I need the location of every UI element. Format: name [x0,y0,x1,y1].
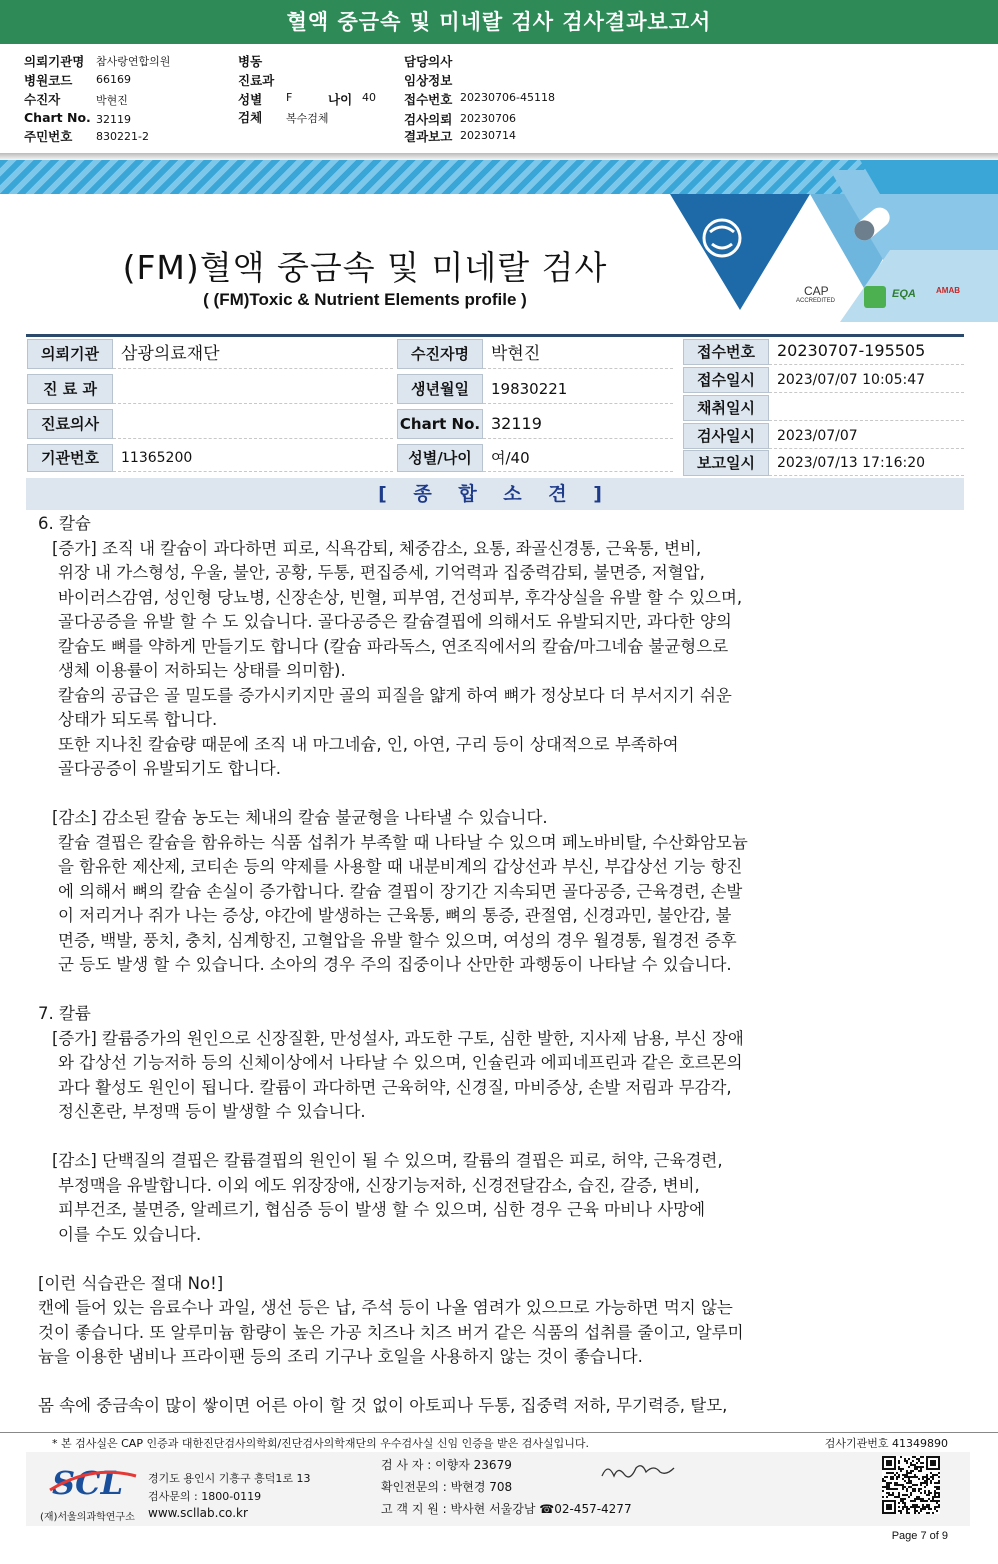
certification-note: * 본 검사실은 CAP 인증과 대한진단검사의학회/진단검사의학재단의 우수검사실 신임 인증을 받은 검사실입니다. [52,1437,590,1450]
patient-value: 박현진 [483,339,673,369]
patient-value: 32119 [483,409,673,439]
report-subtitle: ( (FM)Toxic & Nutrient Elements profile ) [203,290,527,309]
examiner: 검 사 자 : 이향자 23679 [381,1458,512,1472]
text-line: 골다공증이 유발되기도 합니다. [58,759,281,778]
top-info-value: 20230714 [460,129,516,142]
patient-label: 보고일시 [683,450,769,476]
aab-logo: AMAB [936,286,960,295]
patient-label: Chart No. [397,409,483,439]
text-line: 이 저리거나 쥐가 나는 증상, 야간에 발생하는 근육통, 뼈의 통증, 관절염, 신경과민, 불안감, 불 [58,906,732,925]
text-line: [감소] 감소된 칼슘 농도는 체내의 칼슘 불균형을 나타낼 수 있습니다. [52,808,548,827]
text-line: 바이러스감염, 성인형 당뇨병, 신장손상, 빈혈, 피부염, 건성피부, 후각상실을 유발 할 수 있으며, [58,587,743,607]
text-line: 7. 칼륨 [38,1004,91,1023]
text-line: 칼슘도 뼈를 약하게 만들기도 합니다 (칼슘 파라독스, 연조직에서의 칼슘/마그네슘 불균형으로 [58,636,729,656]
eqa-logo: EQA [892,288,916,300]
top-info-value: 40 [362,91,376,104]
top-info-label: 의뢰기관명 [24,54,85,69]
paragraph-gap [38,978,968,1003]
text-line: 칼슘 결핍은 칼슘을 함유하는 식품 섭취가 부족할 때 나타날 수 있으며 페노바비탈, 수산화암모늄 [58,832,748,852]
text-line: 이를 수도 있습니다. [58,1224,202,1244]
paragraph-gap [38,782,968,807]
specialist: 확인전문의 : 박현경 708 [381,1480,513,1494]
paragraph-gap [38,1370,968,1395]
text-line: [이런 식습관은 절대 No!] [38,1273,224,1293]
patient-label: 수진자명 [397,339,483,369]
table-rule [26,334,964,337]
patient-value [113,374,393,404]
text-line: 것이 좋습니다. 또 알루미늄 함량이 높은 가공 치즈나 치즈 버거 같은 식품의 섭취를 줄이고, 알루미 [38,1322,744,1342]
top-info-value: 박현진 [96,94,128,107]
institute-name: (재)서울의과학연구소 [40,1512,135,1523]
patient-label: 생년월일 [397,374,483,404]
text-line: 생체 이용률이 저하되는 상태를 의미함). [58,661,346,680]
patient-value: 19830221 [483,374,673,404]
certification-logos [796,282,966,316]
patient-value: 11365200 [113,444,393,472]
top-info-label: 주민번호 [24,129,73,144]
top-info-label: 진료과 [238,73,275,88]
text-line: 과다 활성도 원인이 됩니다. 칼륨이 과다하면 근육허약, 신경질, 마비증상, 손발 저림과 무감각, [58,1077,732,1097]
signature [598,1458,678,1484]
lab-number: 검사기관번호 41349890 [824,1437,948,1450]
website-link[interactable]: www.scllab.co.kr [148,1506,248,1520]
paragraph-gap [38,1247,968,1272]
text-line: 캔에 들어 있는 음료수나 과일, 생선 등은 납, 주석 등이 나올 염려가 있으므로 가능하면 먹지 않는 [38,1298,733,1317]
patient-label: 의뢰기관 [27,339,113,369]
patient-value: 2023/07/07 10:05:47 [769,367,964,393]
patient-value [769,395,964,421]
patient-value: 2023/07/07 [769,423,964,449]
inquiry-phone: 검사문의 : 1800-0119 [148,1490,262,1503]
text-line: 몸 속에 중금속이 많이 쌓이면 어른 아이 할 것 없이 아토피나 두통, 집중력 저하, 무기력증, 탈모, [38,1396,728,1415]
patient-label: 검사일시 [683,423,769,449]
text-line: 6. 칼슘 [38,514,91,533]
summary-body [38,512,968,1419]
text-line: 피부건조, 불면증, 알레르기, 협심증 등이 발생 할 수 있으며, 심한 경우 근육 마비나 사망에 [58,1200,706,1219]
top-info-label: 나이 [328,92,353,107]
top-info-label: 병원코드 [24,73,73,88]
cap-logo: CAP [804,284,829,298]
patient-value: 20230707-195505 [769,339,964,365]
top-info-label: 수진자 [24,92,61,107]
top-info-value: 20230706-45118 [460,91,555,104]
top-info-label: 결과보고 [404,129,453,144]
summary-title: [ 종 합 소 견 ] [26,478,964,510]
customer-support: 고 객 지 원 : 박사현 서울강남 ☎02-457-4277 [381,1502,632,1516]
text-line: 와 갑상선 기능저하 등의 신체이상에서 나타날 수 있으며, 인슐린과 에피네프린과 같은 호르몬의 [58,1053,743,1072]
top-info-value: 20230706 [460,112,516,125]
patient-value: 삼광의료재단 [113,339,393,369]
text-line: 위장 내 가스형성, 우울, 불안, 공황, 두통, 편집증세, 기억력과 집중력감퇴, 불면증, 저혈압, [58,563,705,582]
footer-box [26,1452,970,1526]
lm-logo [864,286,886,308]
text-line: 늄을 이용한 냄비나 프라이팬 등의 조리 기구나 호일을 사용하지 않는 것이 좋습니다. [38,1347,643,1366]
top-info-label: 임상정보 [404,73,453,88]
patient-label: 접수일시 [683,367,769,393]
top-info-value: 830221-2 [96,130,149,143]
text-line: 부정맥을 유발합니다. 이외 에도 위장장애, 신장기능저하, 신경전달감소, 습진, 갈증, 변비, [58,1175,700,1195]
top-info-label: 담당의사 [404,54,453,69]
top-info-label: 성별 [238,92,263,107]
top-info-label: 병동 [238,54,263,69]
page-number: Page 7 of 9 [891,1530,948,1542]
text-line: [증가] 조직 내 칼슘이 과다하면 피로, 식욕감퇴, 체중감소, 요통, 좌골신경통, 근육통, 변비, [52,538,702,558]
patient-label: 성별/나이 [397,444,483,472]
top-info-label: 검사의뢰 [404,112,453,127]
top-info-block [0,44,998,156]
qr-code-icon [882,1456,940,1514]
text-line: 칼슘의 공급은 골 밀도를 증가시키지만 골의 피질을 얇게 하여 뼈가 정상보다 더 부서지기 쉬운 [58,685,732,705]
scl-logo: SCL [46,1460,138,1512]
top-info-value: F [286,91,293,104]
banner-title: 혈액 중금속 및 미네랄 검사 검사결과보고서 [0,0,998,44]
footer-note-bar [0,1432,998,1450]
report-title: (FM)혈액 중금속 및 미네랄 검사 [122,248,608,287]
patient-label: 기관번호 [27,444,113,472]
text-line: 정신혼란, 부정맥 등이 발생할 수 있습니다. [58,1102,366,1121]
patient-value: 2023/07/13 17:16:20 [769,450,964,476]
top-info-value: 32119 [96,113,131,126]
text-line: 을 함유한 제산제, 코티손 등의 약제를 사용할 때 내분비계의 갑상선과 부신, 부갑상선 기능 항진 [58,857,743,876]
text-line: 골다공증을 유발 할 수 도 있습니다. 골다공증은 칼슘결핍에 의해서도 유발되지만, 과다한 양의 [58,612,732,631]
text-line: 또한 지나친 칼슘량 때문에 조직 내 마그네슘, 인, 아연, 구리 등이 상대적으로 부족하여 [58,734,679,754]
top-info-label: 접수번호 [404,92,453,107]
patient-label: 진료의사 [27,409,113,439]
top-info-label: 검체 [238,110,263,125]
text-line: 면증, 백발, 풍치, 충치, 심계항진, 고혈압을 유발 할수 있으며, 여성의 경우 월경통, 월경전 증후 [58,930,737,950]
text-line: 에 의해서 뼈의 칼슘 손실이 증가합니다. 칼슘 결핍이 장기간 지속되면 골다공증, 근육경련, 손발 [58,881,743,901]
patient-label: 채취일시 [683,395,769,421]
text-line: [증가] 칼륨증가의 원인으로 신장질환, 만성설사, 과도한 구토, 심한 발한, 지사제 남용, 부신 장애 [52,1028,744,1048]
top-info-value: 참사랑연합의원 [96,55,171,68]
top-info-label: Chart No. [24,110,91,125]
patient-label: 접수번호 [683,339,769,365]
cap-logo-sub: ACCREDITED [796,298,836,304]
patient-value: 여/40 [483,444,673,472]
text-line: [감소] 단백질의 결핍은 칼륨결핍의 원인이 될 수 있으며, 칼륨의 결핍은 피로, 허약, 근육경련, [52,1151,723,1170]
top-info-value: 66169 [96,73,131,86]
text-line: 군 등도 발생 할 수 있습니다. 소아의 경우 주의 집중이나 산만한 과행동이 나타날 수 있습니다. [58,955,732,974]
top-info-value: 복수검체 [286,112,329,125]
paragraph-gap [38,1125,968,1150]
text-line: 상태가 되도록 합니다. [58,710,218,729]
patient-value [113,409,393,439]
address: 경기도 용인시 기흥구 흥덕1로 13 [148,1472,311,1485]
patient-label: 진 료 과 [27,374,113,404]
